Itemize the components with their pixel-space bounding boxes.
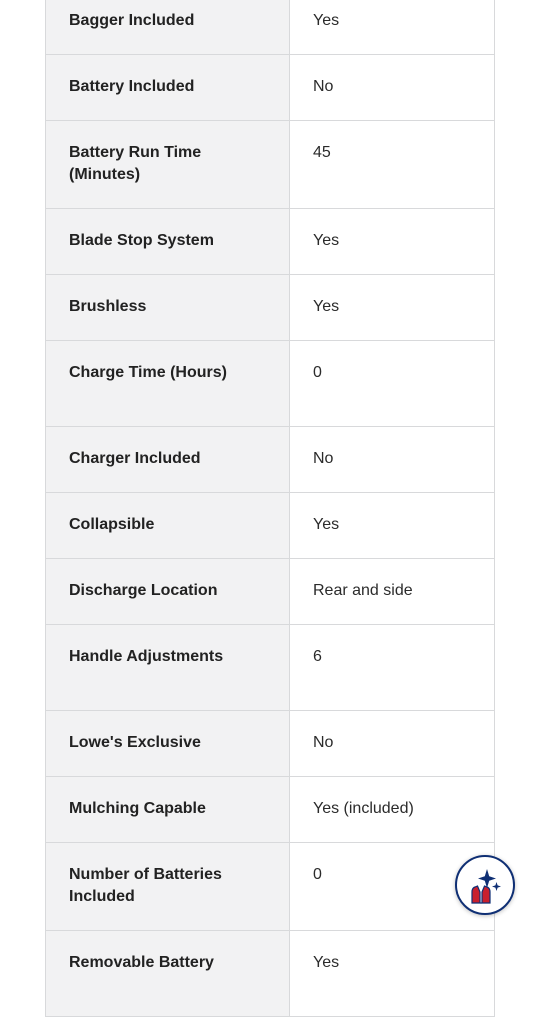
spec-row [46, 493, 495, 559]
spec-value: Yes (included) [290, 777, 495, 843]
spec-value: Yes [290, 0, 495, 55]
spec-row [46, 275, 495, 341]
spec-label: Charge Time (Hours) [46, 341, 290, 427]
spec-label: Battery Run Time (Minutes) [46, 121, 290, 209]
spec-label: Battery Included [46, 55, 290, 121]
spec-label: Mulching Capable [46, 777, 290, 843]
spec-value: No [290, 55, 495, 121]
spec-value: Rear and side [290, 559, 495, 625]
spec-row [46, 341, 495, 427]
spec-row [46, 427, 495, 493]
shopping-assistant-button[interactable] [455, 855, 515, 915]
spec-row [46, 777, 495, 843]
spec-row [46, 55, 495, 121]
spec-row [46, 931, 495, 1017]
spec-label: Collapsible [46, 493, 290, 559]
spec-value: 0 [290, 843, 495, 931]
spec-label: Blade Stop System [46, 209, 290, 275]
spec-value: Yes [290, 209, 495, 275]
spec-label: Discharge Location [46, 559, 290, 625]
spec-row [46, 209, 495, 275]
spec-row [46, 559, 495, 625]
specifications-table [45, 0, 495, 1017]
spec-row [46, 711, 495, 777]
spec-value: 0 [290, 341, 495, 427]
spec-label: Number of Batteries Included [46, 843, 290, 931]
spec-label: Brushless [46, 275, 290, 341]
spec-value: Yes [290, 931, 495, 1017]
spec-label: Lowe's Exclusive [46, 711, 290, 777]
spec-label: Bagger Included [46, 0, 290, 55]
spec-label: Charger Included [46, 427, 290, 493]
spec-label: Removable Battery [46, 931, 290, 1017]
spec-row [46, 843, 495, 931]
spec-value: 6 [290, 625, 495, 711]
spec-label: Handle Adjustments [46, 625, 290, 711]
spec-value: Yes [290, 275, 495, 341]
spec-value: No [290, 427, 495, 493]
spec-row [46, 625, 495, 711]
spec-row [46, 121, 495, 209]
spec-value: Yes [290, 493, 495, 559]
spec-value: No [290, 711, 495, 777]
spec-value: 45 [290, 121, 495, 209]
sparkle-vest-icon [465, 865, 505, 905]
spec-row [46, 0, 495, 55]
